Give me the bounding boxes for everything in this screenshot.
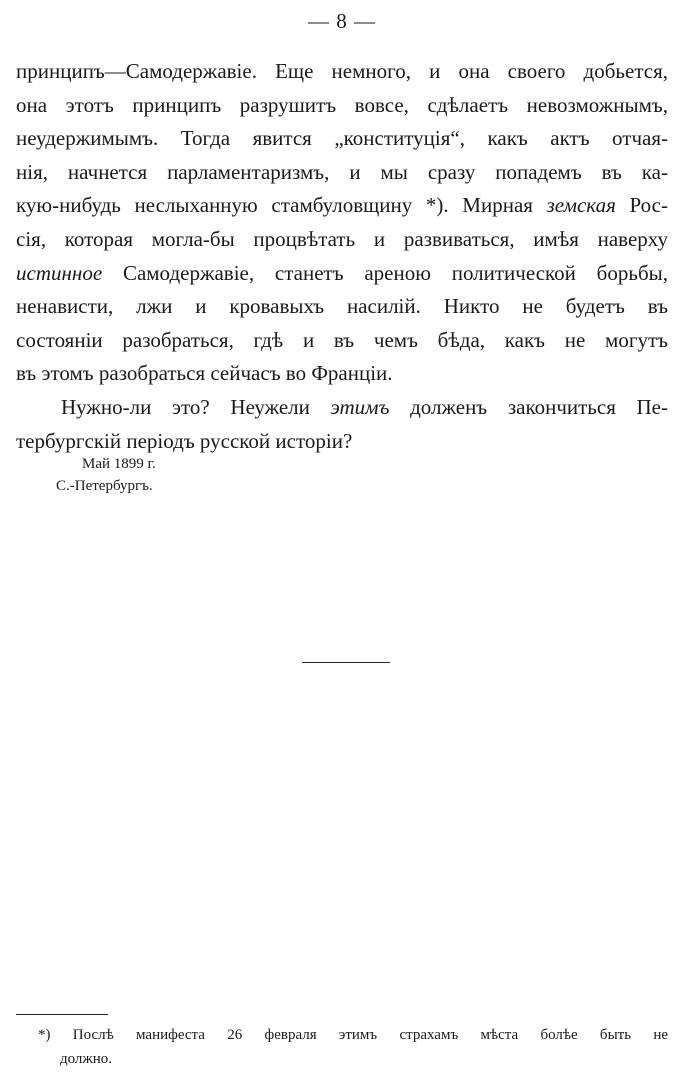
emphasized-word: этимъ <box>330 394 390 419</box>
body-text <box>16 55 668 458</box>
footnote-rule <box>16 1014 108 1015</box>
text-line: неудержимымъ. Тогда явится „конституція“, какъ актъ отчая- <box>16 126 668 151</box>
text-segment: Рос- <box>615 193 669 218</box>
text-segment: кую-нибудь неслыханную стамбуловщину *). Мирная <box>16 193 547 218</box>
text-line: принципъ—Самодержавіе. Еще немного, и она своего добьется, <box>16 59 668 83</box>
signature-place: С.-Петербургъ. <box>56 478 153 494</box>
text-line: тербургскій періодъ русской исторіи? <box>16 428 353 453</box>
text-segment: Нужно-ли это? Неужели <box>61 394 331 419</box>
text-line: сія, которая моглa-бы процвѣтать и развиваться, имѣя наверху <box>16 226 668 251</box>
emphasized-word: истинное <box>16 260 103 285</box>
footnote-line: *) Послѣ манифеста 26 февраля этимъ страхамъ мѣста болѣе быть не <box>38 1027 668 1043</box>
footnote-line: должно. <box>60 1051 113 1067</box>
text-segment: долженъ закончиться Пе- <box>389 394 668 419</box>
text-line: ненависти, лжи и кровавыхъ насилій. Никто не будетъ въ <box>16 294 668 319</box>
text-line: нія, начнется парламентаризмъ, и мы сразу попадемъ въ ка- <box>16 159 668 184</box>
footnote <box>16 1023 668 1071</box>
emphasized-word: земская <box>546 193 616 218</box>
text-line <box>16 257 668 291</box>
signature-block <box>56 453 156 497</box>
text-line: она этотъ принципъ разрушитъ вовсе, сдѣлаетъ невозможнымъ, <box>16 92 668 117</box>
text-line: состояніи разобраться, гдѣ и въ чемъ бѣда, какъ не могутъ <box>16 327 668 352</box>
text-segment: Самодержавіе, станетъ ареною политической борьбы, <box>102 260 668 285</box>
section-end-rule <box>302 662 390 663</box>
text-line: въ этомъ разобраться сейчасъ во Франціи. <box>16 361 393 386</box>
text-line <box>16 391 668 425</box>
text-line <box>16 189 668 223</box>
page-number: — 8 — <box>308 9 376 33</box>
signature-date: Май 1899 г. <box>82 456 156 472</box>
